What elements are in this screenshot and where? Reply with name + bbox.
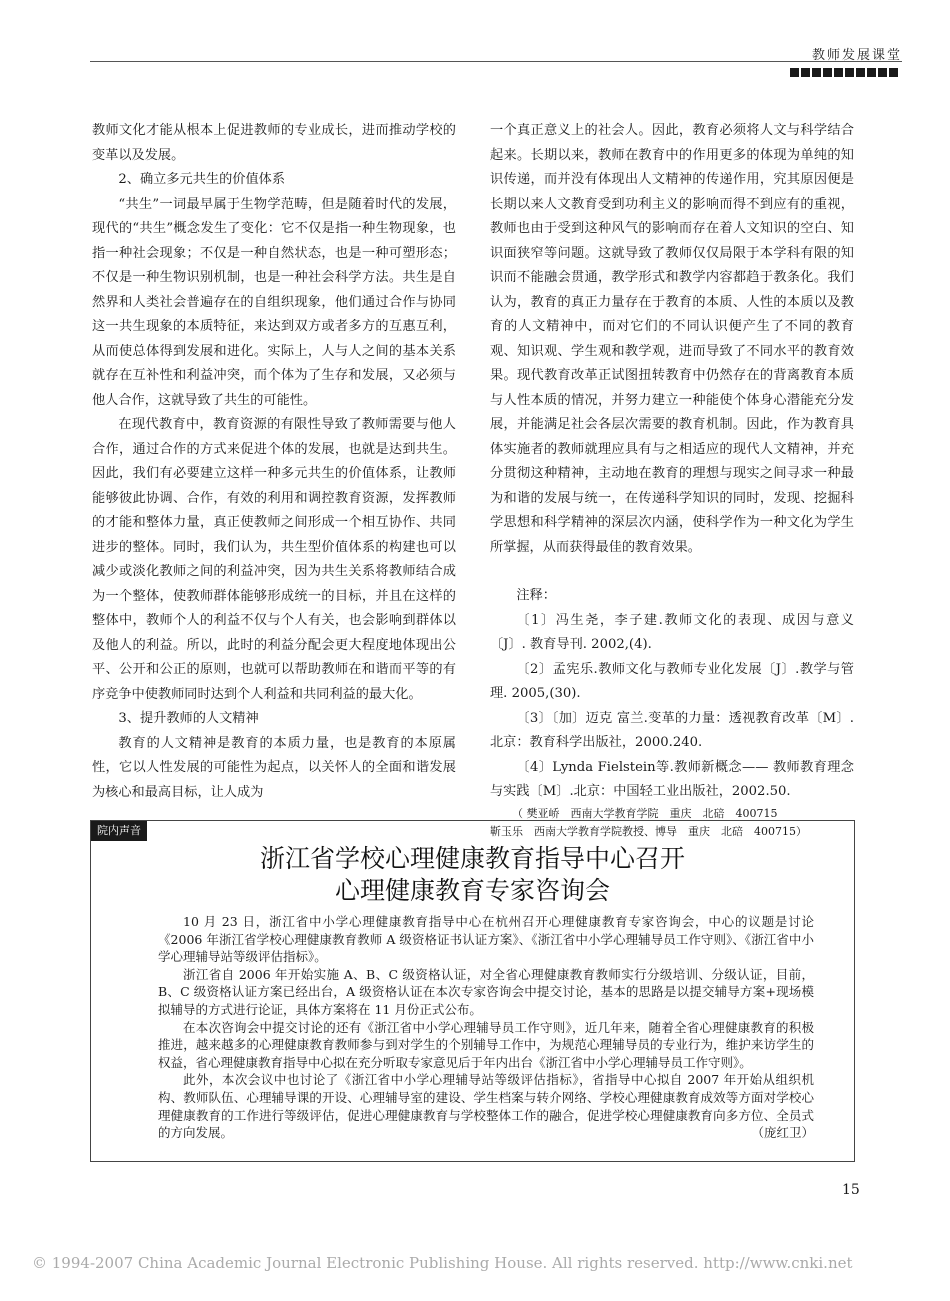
news-paragraph-text: 此外，本次会议中也讨论了《浙江省中小学心理辅导站等级评估指标》，省指导中心拟自 2007 年开始从组织机构、教师队伍、心理辅导课的开设、心理辅导室的建设、学生档案与转介网络、学校心理健康教育成效等方面对学校心理健康教育的工作进行等级评估，促进心理健康教育与学校整体工作的融合，促进学校心理健康教育向多方位、全员式的方向发展。 xyxy=(158,1072,814,1141)
news-tag: 院内声音 xyxy=(91,821,147,841)
paragraph: “共生”一词最早属于生物学范畴，但是随着时代的发展，现代的“共生”概念发生了变化：它不仅是指一种生物现象，也指一种社会现象；不仅是一种自然状态，也是一种可塑形态；不仅是一种生物识别机制，也是一种社会科学方法。共生是自然界和人类社会普遍存在的自组织现象，他们通过合作与协同这一共生现象的本质特征，来达到双方或者多方的互惠互利，从而使总体得到发展和进化。实际上，人与人之间的基本关系就存在互补性和利益冲突，而个体为了生存和发展，又必须与他人合作，这就导致了共生的可能性。 xyxy=(92,196,456,408)
note-item: 〔1〕冯生尧，李子建.教师文化的表现、成因与意义〔J〕. 教育导刊. 2002,(4). xyxy=(490,612,854,652)
author-affiliation: （ 樊亚峤 西南大学教育学院 重庆 北碚 400715 xyxy=(512,806,778,820)
news-paragraph: 10 月 23 日，浙江省中小学心理健康教育指导中心在杭州召开心理健康教育专家咨询会，中心的议题是讨论《2006 年浙江省学校心理健康教育教师 A 级资格证书认证方案》、《浙江省中小学心理辅导员工作守则》、《浙江省中小学心理辅导站等级评估指标》。 xyxy=(158,914,814,965)
right-column xyxy=(490,119,854,841)
header-title: 教师发展课堂 xyxy=(811,48,902,63)
copyright-footer: © 1994-2007 China Academic Journal Electronic Publishing House. All rights reserved. http://www.cnki.net xyxy=(32,1254,853,1272)
note-item: 〔4〕Lynda Fielstein等.教师新概念—— 教师教育理念与实践〔M〕.北京：中国轻工业出版社，2002.50. xyxy=(490,759,854,799)
news-body xyxy=(158,913,814,1142)
news-signature: （庞红卫） xyxy=(751,1125,814,1141)
paragraph: 在现代教育中，教育资源的有限性导致了教师需要与他人合作，通过合作的方式来促进个体的发展，也就是达到共生。因此，我们有必要建立这样一种多元共生的价值体系，让教师能够彼此协调、合作，有效的利用和调控教育资源，发挥教师的才能和整体力量，真正使教师之间形成一个相互协作、共同进步的整体。同时，我们认为，共生型价值体系的构建也可以减少或淡化教师之间的利益冲突，因为共生关系将教师结合成为一个整体，使教师群体能够形成统一的目标，并且在这样的整体中，教师个人的利益不仅与个人有关，也会影响到群体以及他人的利益。所以，此时的利益分配会更大程度地体现出公平、公开和公正的原则，也就可以帮助教师在和谐而平等的有序竞争中使教师同时达到个人利益和共同利益的最大化。 xyxy=(92,417,456,702)
news-paragraph: 在本次咨询会中提交讨论的还有《浙江省中小学心理辅导员工作守则》，近几年来，随着全省心理健康教育的积极推进，越来越多的心理健康教育教师参与到对学生的个别辅导工作中，为规范心理辅导员的专业行为，维护来访学生的权益，省心理健康教育指导中心拟在充分听取专家意见后于年内出台《浙江省中小学心理辅导员工作守则》。 xyxy=(158,1019,814,1070)
header-decoration-bar xyxy=(790,68,898,77)
note-item: 〔2〕孟宪乐.教师文化与教师专业化发展〔J〕.教学与管理. 2005,(30). xyxy=(490,661,854,701)
paragraph: 一个真正意义上的社会人。因此，教育必须将人文与科学结合起来。长期以来，教师在教育中的作用更多的体现为单纯的知识传递，而并没有体现出人文精神的传递作用，究其原因便是长期以来人文教育受到功利主义的影响而得不到应有的重视，教师也由于受到这种风气的影响而存在着人文知识的空白、知识面狭窄等问题。这就导致了教师仅仅局限于本学科有限的知识而不能融会贯通，教学形式和教学内容都趋于教条化。我们认为，教育的真正力量存在于教育的本质、人性的本质以及教育的人文精神中，而对它们的不同认识便产生了不同的教育观、知识观、学生观和教学观，进而导致了不同水平的教育效果。现代教育改革正试图扭转教育中仍然存在的背离教育本质与人性本质的情况，并努力建立一种能使个体身心潜能充分发展，并能满足社会各层次需要的教育机制。因此，作为教育具体实施者的教师就理应具有与之相适应的现代人文精神，并充分贯彻这种精神，主动地在教育的理想与现实之间寻求一种最为和谐的发展与统一，在传递科学知识的同时，发现、挖掘科学思想和科学精神的深层次内涵，使科学作为一种文化为学生所掌握，从而获得最佳的教育效果。 xyxy=(490,123,854,555)
news-title-line: 浙江省学校心理健康教育指导中心召开 xyxy=(259,844,685,873)
section-heading: 2、确立多元共生的价值体系 xyxy=(118,172,286,187)
news-title-line: 心理健康教育专家咨询会 xyxy=(334,876,610,905)
author-affiliation: 靳玉乐 西南大学教育学院教授、博导 重庆 北碚 400715） xyxy=(490,824,807,838)
header-rule xyxy=(90,61,902,62)
news-paragraph xyxy=(158,1071,814,1141)
news-paragraph: 浙江省自 2006 年开始实施 A、B、C 级资格认证，对全省心理健康教育教师实行分级培训、分级认证，目前，B、C 级资格认证方案已经出台，A 级资格认证在本次专家咨询会中提交讨论，基本的思路是以提交辅导方案+现场模拟辅导的方式进行论证，具体方案将在 11 月份正式公布。 xyxy=(158,966,814,1017)
note-item: 〔3〕〔加〕迈克 富兰.变革的力量：透视教育改革〔M〕.北京：教育科学出版社，2000.240. xyxy=(490,710,854,750)
page-number: 15 xyxy=(842,1182,860,1198)
left-column xyxy=(92,119,456,805)
paragraph: 教师文化才能从根本上促进教师的专业成长，进而推动学校的变革以及发展。 xyxy=(92,123,456,163)
news-box xyxy=(90,820,855,1162)
news-title xyxy=(91,843,854,907)
paragraph: 教育的人文精神是教育的本质力量，也是教育的本原属性，它以人性发展的可能性为起点，以关怀人的全面和谐发展为核心和最高目标，让人成为 xyxy=(92,735,456,800)
section-heading: 3、提升教师的人文精神 xyxy=(118,711,259,726)
notes-label: 注释： xyxy=(516,588,556,603)
